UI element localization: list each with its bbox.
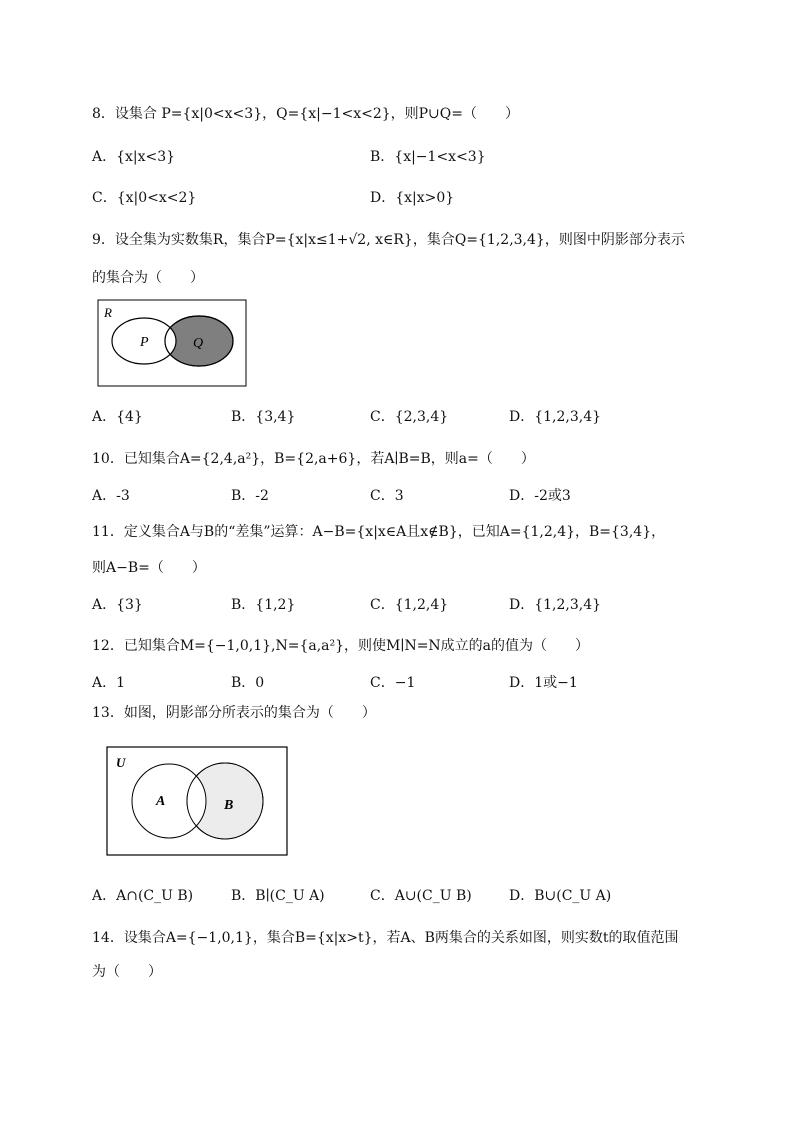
q10-option-c[interactable]: C．3 [370, 488, 404, 504]
q10-option-b[interactable]: B．-2 [231, 488, 269, 504]
q8-option-b[interactable]: B．{x|−1<x<3} [370, 149, 486, 165]
question-13-stem: 13．如图，阴影部分所表示的集合为（ ） [92, 705, 376, 721]
q9-option-c[interactable]: C．{2,3,4} [370, 409, 449, 425]
set-q-label: Q [193, 336, 204, 351]
venn-diagram-q13 [106, 746, 289, 858]
q13-option-b[interactable]: B．B∣(C_U A) [231, 888, 325, 904]
q11-option-a[interactable]: A．{3} [92, 597, 143, 613]
q9-option-d[interactable]: D．{1,2,3,4} [509, 409, 602, 425]
q10-option-d[interactable]: D．-2或3 [509, 488, 571, 504]
question-11-stem-line2: 则A−B=（ ） [92, 560, 206, 576]
question-14-stem-line1: 14．设集合A={−1,0,1}，集合B={x|x>t}，若A、B两集合的关系如图，则实数t的取值范围 [92, 930, 679, 946]
question-12-stem: 12．已知集合M={−1,0,1},N={a,a²}，则使M∣N=N成立的a的值为（ ） [92, 638, 590, 654]
q11-option-d[interactable]: D．{1,2,3,4} [509, 597, 602, 613]
question-10-stem: 10．已知集合A={2,4,a²}，B={2,a+6}，若A∣B=B，则a=（ ） [92, 451, 535, 467]
set-p-label: P [140, 335, 149, 350]
q10-option-a[interactable]: A．-3 [92, 488, 130, 504]
q12-option-d[interactable]: D．1或−1 [509, 675, 578, 691]
q9-option-b[interactable]: B．{3,4} [231, 409, 296, 425]
q12-option-b[interactable]: B．0 [231, 675, 265, 691]
set-b-label: B [224, 798, 234, 813]
question-11-stem-line1: 11．定义集合A与B的“差集”运算：A−B={x|x∈A且x∉B}，已知A={1,2,4}，B={3,4}， [92, 524, 666, 540]
q13-option-d[interactable]: D．B∪(C_U A) [509, 888, 612, 904]
universe-label: R [104, 305, 112, 320]
set-a-label: A [156, 794, 166, 809]
universe-label: U [116, 755, 126, 770]
q13-option-a[interactable]: A．A∩(C_U B) [92, 888, 194, 904]
q8-option-d[interactable]: D．{x|x>0} [370, 190, 455, 206]
q13-option-c[interactable]: C．A∪(C_U B) [370, 888, 472, 904]
question-14-stem-line2: 为（ ） [92, 964, 162, 980]
q12-option-a[interactable]: A．1 [92, 675, 126, 691]
q8-option-a[interactable]: A．{x|x<3} [92, 149, 176, 165]
q9-option-a[interactable]: A．{4} [92, 409, 143, 425]
q11-option-c[interactable]: C．{1,2,4} [370, 597, 449, 613]
venn-diagram-q9 [97, 299, 249, 389]
question-9-stem-line1: 9．设全集为实数集R，集合P={x|x≤1+√2, x∈R}，集合Q={1,2,3,4}，则图中阴影部分表示 [92, 232, 685, 248]
q8-option-c[interactable]: C．{x|0<x<2} [92, 190, 197, 206]
q11-option-b[interactable]: B．{1,2} [231, 597, 296, 613]
question-8-stem: 8．设集合 P={x|0<x<3}，Q={x|−1<x<2}，则P∪Q=（ ） [92, 106, 519, 122]
q12-option-c[interactable]: C．−1 [370, 675, 416, 691]
question-9-stem-line2: 的集合为（ ） [92, 270, 204, 286]
